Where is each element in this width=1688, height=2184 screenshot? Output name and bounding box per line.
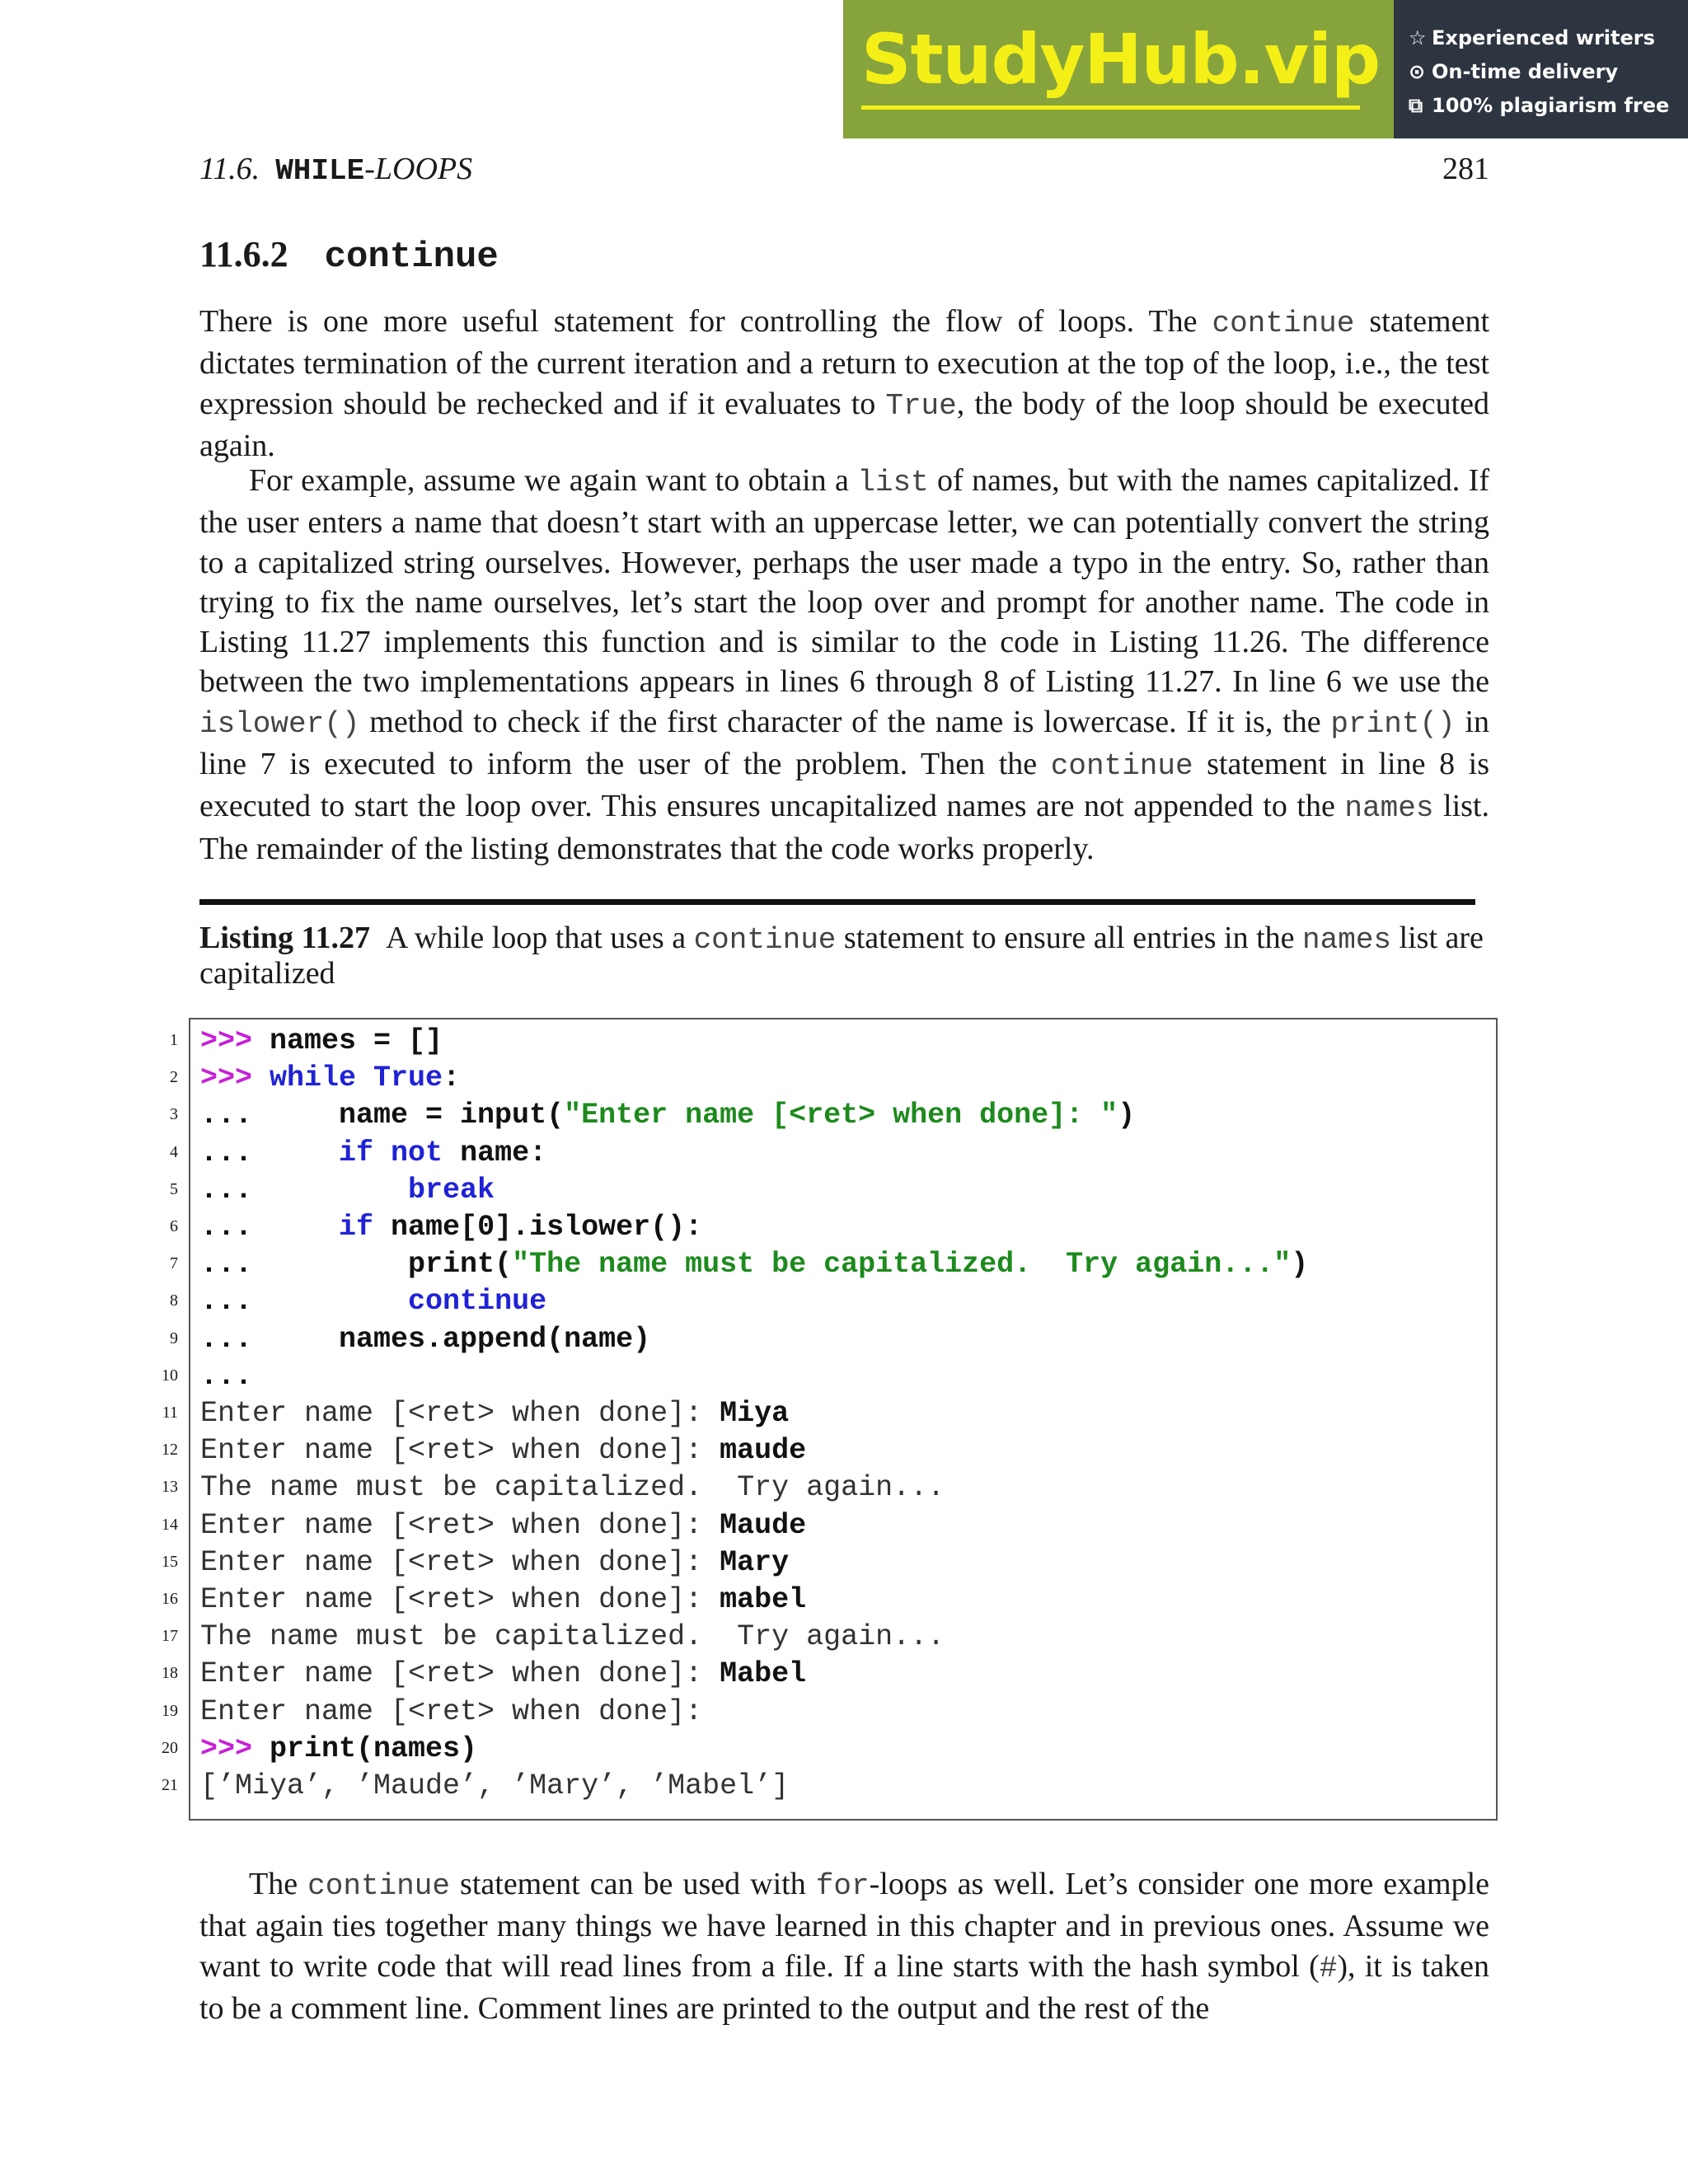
code-text <box>200 1469 945 1507</box>
line-number: 2 <box>170 1068 178 1087</box>
line-number: 19 <box>162 1701 178 1720</box>
line-number: 8 <box>170 1291 178 1310</box>
code-text <box>200 1246 1308 1283</box>
line-number: 14 <box>162 1515 178 1534</box>
code-line <box>170 1321 1499 1358</box>
code-token: if <box>339 1211 374 1244</box>
line-number: 1 <box>170 1031 178 1049</box>
code-token: ... print( <box>200 1248 513 1282</box>
code-line <box>170 1135 1499 1172</box>
code-text <box>200 1283 546 1320</box>
code-token: Enter name [<ret> when done]: <box>200 1545 720 1579</box>
code-text <box>200 1731 477 1768</box>
code-line <box>170 1283 1499 1320</box>
feature-label: 100% plagiarism free <box>1432 94 1670 117</box>
code-token: ) <box>1291 1248 1309 1282</box>
code-line <box>162 1694 1499 1731</box>
line-number: 4 <box>170 1142 178 1161</box>
section-heading <box>199 233 499 278</box>
code-token: if not <box>339 1136 443 1169</box>
banner-features-panel <box>1394 0 1688 138</box>
line-number: 7 <box>170 1254 178 1273</box>
code-token: Enter name [<ret> when done]: <box>200 1657 720 1691</box>
page-number: 281 <box>1442 152 1489 186</box>
code-token: ... <box>200 1173 409 1207</box>
code-token: ... <box>200 1211 340 1244</box>
code-token: ... <box>200 1136 340 1169</box>
code-token: >>> <box>200 1732 270 1765</box>
code-line <box>162 1432 1499 1469</box>
code-line <box>162 1507 1499 1544</box>
code-line <box>162 1731 1499 1768</box>
feature-label: On-time delivery <box>1432 60 1619 83</box>
feature-experienced-writers <box>1409 21 1688 55</box>
code-text <box>200 1544 789 1582</box>
running-header <box>199 151 1489 192</box>
line-number: 16 <box>162 1590 178 1608</box>
feature-plagiarism-free <box>1409 89 1688 123</box>
code-text <box>200 1358 252 1395</box>
code-token: ... <box>200 1359 253 1393</box>
line-number: 6 <box>170 1217 178 1235</box>
copy-icon: ⧉ <box>1409 94 1423 117</box>
line-number: 13 <box>162 1478 178 1497</box>
code-token: Enter name [<ret> when done]: <box>200 1434 720 1468</box>
line-number: 11 <box>162 1404 178 1422</box>
code-listing <box>162 1018 1498 1821</box>
code-token: name[0].islower(): <box>373 1211 703 1244</box>
code-token: Mary <box>720 1545 790 1579</box>
feature-on-time-delivery <box>1409 55 1688 89</box>
line-number: 18 <box>162 1664 178 1683</box>
line-number: 9 <box>170 1329 178 1347</box>
code-text <box>200 1768 789 1805</box>
code-line <box>170 1172 1499 1209</box>
code-text <box>200 1432 806 1469</box>
line-number: 15 <box>162 1552 178 1571</box>
code-text <box>200 1656 806 1693</box>
code-line <box>170 1246 1499 1283</box>
feature-label: Experienced writers <box>1432 26 1655 49</box>
code-token: Maude <box>720 1508 807 1542</box>
line-number: 12 <box>162 1441 178 1460</box>
paragraph-3: The continue statement can be used with for-loops as well. Let’s consider one more example that again ties together many things we have learned in this chapter and in previous ones. Assume we want to write code that will read lines from a file. If a line starts with the hash symbol (#), it is taken to be a comment line. Comment lines are printed to the output and the rest of the <box>199 1867 1490 2026</box>
code-text <box>200 1694 702 1731</box>
code-token: mabel <box>720 1583 807 1616</box>
code-line <box>162 1582 1499 1619</box>
paragraph-2: For example, assume we again want to obtain a list of names, but with the names capitalized. If the user enters a name that doesn’t start with an uppercase letter, we can potentially convert the string to a capitalized string ourselves. However, perhaps the user made a typo in the entry. So, rather than trying to fix the name ourselves, let’s start the loop over and prompt for another name. The code in Listing 11.27 implements this function and is similar to the code in Listing 11.26. The difference between the two implementations appears in lines 6 through 8 of Listing 11.27. In line 6 we use the islower() method to check if the first character of the name is lowercase. If it is, the print() in line 7 is executed to inform the user of the problem. Then the continue statement in line 8 is executed to start the loop over. This ensures uncapitalized names are not appended to the names list. The remainder of the listing demonstrates that the code works properly. <box>199 463 1490 866</box>
code-token: maude <box>720 1434 807 1468</box>
code-text <box>200 1023 443 1060</box>
code-line <box>162 1544 1499 1582</box>
code-token: "The name must be capitalized. Try again..." <box>512 1248 1292 1282</box>
code-line <box>162 1656 1499 1693</box>
code-token: ... name = input( <box>200 1099 565 1132</box>
clock-icon: ⊙ <box>1409 60 1426 83</box>
code-token: Enter name [<ret> when done]: <box>200 1508 720 1542</box>
section-title: continue <box>324 237 499 278</box>
banner-logo-panel <box>843 0 1394 138</box>
code-line <box>170 1060 1499 1097</box>
code-text <box>200 1097 1135 1134</box>
listing-caption: Listing 11.27 A while loop that uses a continue statement to ensure all entries in the names list are capitalized <box>199 921 1484 991</box>
code-token: Miya <box>720 1397 790 1430</box>
code-token: break <box>408 1173 495 1207</box>
code-token: Enter name [<ret> when done]: <box>200 1397 720 1430</box>
code-line <box>170 1097 1499 1134</box>
code-text <box>200 1209 702 1246</box>
code-token: names = [] <box>270 1024 443 1057</box>
code-token: : <box>443 1062 461 1095</box>
line-number: 17 <box>162 1627 178 1646</box>
code-token: ... <box>200 1285 409 1319</box>
code-token: [’Miya’, ’Maude’, ’Mary’, ’Mabel’] <box>200 1769 790 1802</box>
code-text <box>200 1582 806 1619</box>
code-line <box>162 1395 1499 1432</box>
code-token: print(names) <box>270 1732 478 1765</box>
running-header-section: 11.6. WHILE-LOOPS <box>199 152 473 188</box>
code-line <box>162 1768 1499 1805</box>
code-token: The name must be capitalized. Try again... <box>200 1620 945 1654</box>
studyhub-logo: StudyHub.vip <box>861 19 1381 100</box>
code-token: continue <box>408 1285 547 1319</box>
code-text <box>200 1507 806 1544</box>
code-token: Mabel <box>720 1657 807 1691</box>
line-number: 3 <box>170 1105 178 1124</box>
code-token: Enter name [<ret> when done]: <box>200 1583 720 1616</box>
section-number: 11.6.2 <box>199 234 288 274</box>
code-line <box>162 1358 1499 1395</box>
line-number: 10 <box>162 1366 178 1385</box>
code-token: >>> <box>200 1024 270 1057</box>
line-number: 20 <box>162 1738 178 1757</box>
ad-banner[interactable] <box>843 0 1688 138</box>
code-token: ... names.append(name) <box>200 1322 651 1356</box>
code-text <box>200 1321 650 1358</box>
code-text <box>200 1135 546 1172</box>
logo-underline <box>861 105 1360 110</box>
code-line <box>170 1209 1499 1246</box>
code-token: "Enter name [<ret> when done]: " <box>564 1099 1118 1132</box>
code-token: The name must be capitalized. Try again... <box>200 1471 945 1505</box>
line-number: 21 <box>162 1776 178 1794</box>
code-text <box>200 1619 945 1656</box>
code-text <box>200 1395 789 1432</box>
star-icon: ☆ <box>1409 26 1427 49</box>
code-token: >>> <box>200 1062 270 1095</box>
code-line <box>170 1023 1499 1060</box>
code-token: ) <box>1118 1099 1136 1132</box>
code-token: name: <box>443 1136 547 1169</box>
code-text <box>200 1172 495 1209</box>
code-token: while True <box>270 1062 443 1095</box>
code-line <box>162 1619 1499 1656</box>
code-text <box>200 1060 460 1097</box>
line-number: 5 <box>170 1179 178 1198</box>
listing-rule <box>199 899 1475 905</box>
paragraph-1: There is one more useful statement for controlling the flow of loops. The continue statement dictates termination of the current iteration and a return to execution at the top of the loop, i.e., the test expression should be rechecked and if it evaluates to True, the body of the loop should be executed again. <box>199 304 1490 463</box>
code-token: Enter name [<ret> when done]: <box>200 1694 703 1728</box>
code-line <box>162 1469 1499 1507</box>
listing-label: Listing 11.27 <box>199 921 370 955</box>
